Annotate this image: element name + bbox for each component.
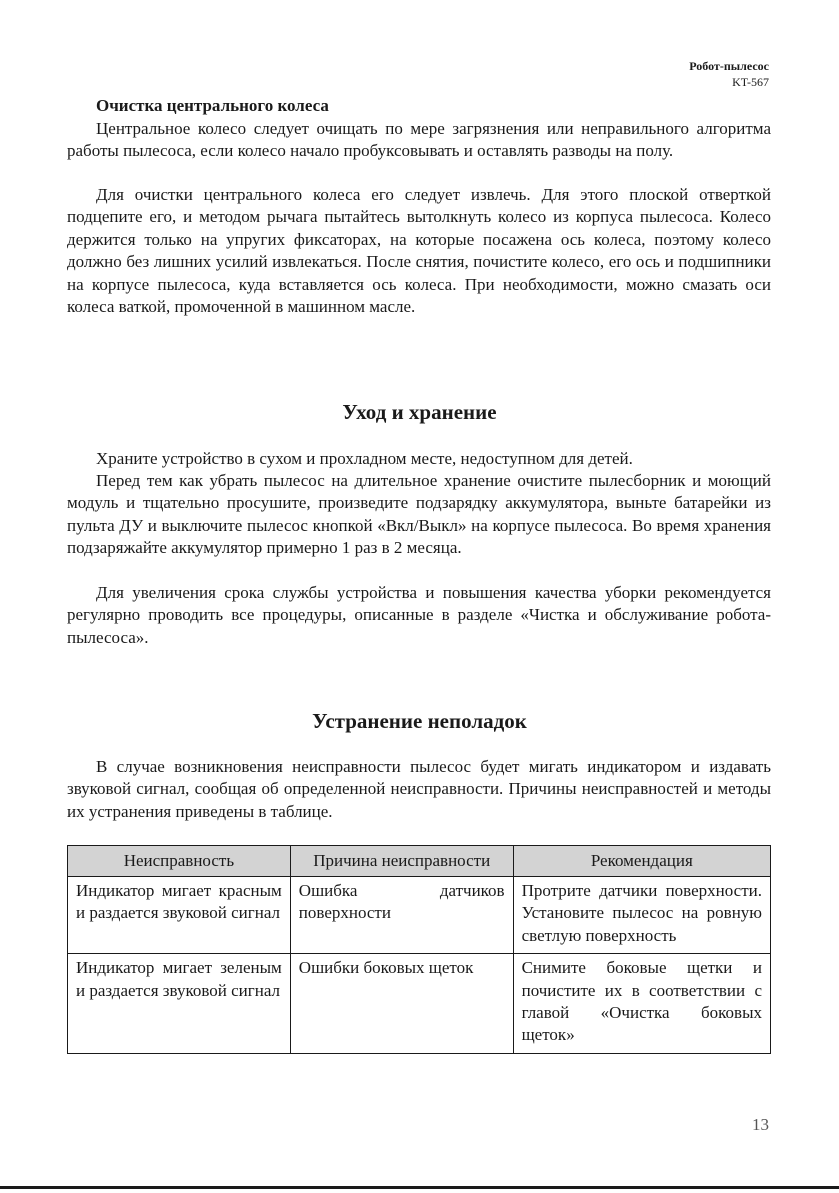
table-cell-fault: Индикатор мигает красным и раздается звуковой сигнал [68,877,291,954]
table-row [68,954,771,1054]
table-header-cause: Причина неисправности [290,846,513,877]
header-product: Робот-пылесос [689,59,769,73]
table-cell-fault: Индикатор мигает зеленым и раздается звуковой сигнал [68,954,291,1054]
storage-paragraph-1: Храните устройство в сухом и прохладном месте, недоступном для детей. [96,449,633,468]
wheel-paragraph-2: Для очистки центрального колеса его следует извлечь. Для этого плоской отверткой подцепите его, и методом рычага пытайтесь вытолкнуть колесо из корпуса пылесоса. Колесо держится только на упругих фиксаторах, на которые посажена ось колеса, поэтому колесо должно без лишних усилий извлекаться. После снятия, почистите колесо, его ось и подшипники на корпусе пылесоса, куда вставляется ось колеса. При необходимости, можно смазать оси колеса ваткой, промоченной в машинном масле. [67,185,771,317]
wheel-paragraph-1: Центральное колесо следует очищать по мере загрязнения или неправильного алгоритма работы пылесоса, если колесо начало пробуксовывать и оставлять разводы на полу. [67,119,771,161]
storage-heading: Уход и хранение [342,400,497,424]
table-header-recommendation: Рекомендация [513,846,770,877]
troubleshooting-table [67,845,771,1054]
troubleshooting-paragraph: В случае возникновения неисправности пылесос будет мигать индикатором и издавать звуковой сигнал, сообщая об определенной неисправности. Причины неисправностей и методы их устранения приведены в таблице. [67,757,771,821]
storage-paragraph-2: Перед тем как убрать пылесос на длительное хранение очистите пылесборник и моющий модуль и тщательно просушите, произведите подзарядку аккумулятора, выньте батарейки из пульта ДУ и выключите пылесос кнопкой «Вкл/Выкл» на корпусе пылесоса. Во время хранения подзаряжайте аккумулятор примерно 1 раз в 2 месяца. [67,471,771,558]
table-cell-cause: Ошибка датчиков поверхности [290,877,513,954]
table-header-row [68,846,771,877]
troubleshooting-heading: Устранение неполадок [312,709,527,733]
table-row [68,877,771,954]
table-cell-recommendation: Снимите боковые щетки и почистите их в соответствии с главой «Очистка боковых щеток» [513,954,770,1054]
table-header-fault: Неисправность [68,846,291,877]
page-number: 13 [752,1115,769,1134]
storage-paragraph-3: Для увеличения срока службы устройства и повышения качества уборки рекомендуется регулярно проводить все процедуры, описанные в разделе «Чистка и обслуживание робота-пылесоса». [67,583,771,647]
header-model: KT-567 [732,75,769,89]
table-cell-cause: Ошибки боковых щеток [290,954,513,1054]
table-cell-recommendation: Протрите датчики поверхности. Установите пылесос на ровную светлую поверхность [513,877,770,954]
wheel-section-title: Очистка центрального колеса [96,96,329,115]
page-bottom-rule [0,1186,839,1189]
page-header [689,58,769,90]
